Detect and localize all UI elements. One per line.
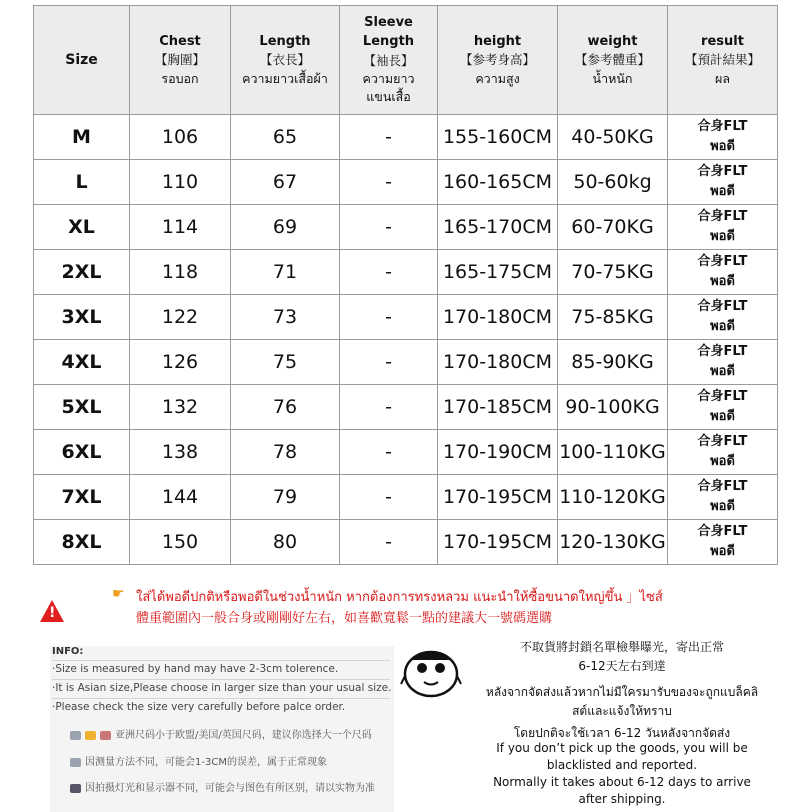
height-cell: 170-195CM [438,520,558,565]
result-line: พอดี [710,184,735,199]
fit-note-chinese: 體重範圍內一般合身或剛剛好左右，如喜歡寬鬆一點的建議大一號碼選購 [136,611,553,626]
weight-cell: 50-60kg [558,160,668,205]
length-cell: 67 [231,160,340,205]
table-row [34,160,778,205]
header-chest: Chest 【胸圍】 รอบอก [130,6,231,115]
result-cell [668,475,778,520]
height-cell: 155-160CM [438,115,558,160]
camera-icon [70,784,81,793]
result-line: 合身FLT [697,208,748,224]
shipping-note-en-2: blacklisted and reported. [546,758,698,772]
shipping-note-en-3: Normally it takes about 6-12 days to arrive [493,775,751,789]
table-row [34,295,778,340]
result-line: 合身FLT [697,523,748,539]
chest-cell: 118 [130,250,231,295]
chest-cell: 144 [130,475,231,520]
result-line: พอดี [710,499,735,514]
height-cell: 170-190CM [438,430,558,475]
info-line: ·Size is measured by hand may have 2-3cm tolerence. [52,660,390,679]
result-cell [668,520,778,565]
chest-cell: 150 [130,520,231,565]
result-line: พอดี [710,409,735,424]
length-cell: 75 [231,340,340,385]
size-cell: L [34,160,130,205]
table-header-row [34,6,778,115]
result-line: 合身FLT [697,478,748,494]
table-row [34,340,778,385]
result-cell [668,295,778,340]
shipping-note-thai-3: โดยปกติจะใช้เวลา 6-12 วันหลังจากจัดส่ง [513,726,731,740]
header-height: height 【参考身高】 ความสูง [438,6,558,115]
size-cell: 4XL [34,340,130,385]
chest-cell: 132 [130,385,231,430]
result-line: พอดี [710,229,735,244]
info-panel [50,646,394,812]
size-cell: M [34,115,130,160]
weight-cell: 90-100KG [558,385,668,430]
header-result: result 【預計結果】 ผล [668,6,778,115]
result-line: 合身FLT [697,118,748,134]
fit-note-thai: ใส่ได้พอดีปกติหรือพอดีในช่วงน้ำหนัก หากต้องการทรงหลวม แนะนำให้ซื้อขนาดใหญ่ขึ้น 」ไซส์ [136,590,663,605]
size-cell: 3XL [34,295,130,340]
size-table-body [34,115,778,565]
height-cell: 170-195CM [438,475,558,520]
size-cell: 2XL [34,250,130,295]
result-line: พอดี [710,139,735,154]
length-cell: 78 [231,430,340,475]
height-cell: 165-175CM [438,250,558,295]
length-cell: 71 [231,250,340,295]
size-cell: 6XL [34,430,130,475]
info-line: ·It is Asian size,Please choose in larger size than your usual size. [52,679,390,698]
pencil-icon [70,731,81,740]
size-cell: 7XL [34,475,130,520]
fit-note [40,586,780,628]
result-line: พอดี [710,544,735,559]
table-row [34,520,778,565]
shipping-note-thai-2: สต์และแจ้งให้ทราบ [572,704,672,718]
shipping-note-thai-1: หลังจากจัดส่งแล้วหากไม่มีใครมารับของจะถูกแบล็คลิ [485,685,759,699]
sleeve-cell: - [340,295,438,340]
table-row [34,115,778,160]
sleeve-cell: - [340,340,438,385]
length-cell: 73 [231,295,340,340]
pencil-icon [70,758,81,767]
chest-cell: 122 [130,295,231,340]
result-cell [668,250,778,295]
info-line: ·Please check the size very carefully before palce order. [52,698,390,717]
result-line: พอดี [710,454,735,469]
weight-cell: 100-110KG [558,430,668,475]
result-cell [668,115,778,160]
info-cn-line: 因测量方法不同，可能会1-3CM的误差，属于正常现象 [70,753,390,768]
weight-cell: 70-75KG [558,250,668,295]
chest-cell: 110 [130,160,231,205]
pointing-hand-icon: ☛ [112,586,125,602]
size-cell: XL [34,205,130,250]
info-title: INFO: [52,646,84,657]
table-row [34,205,778,250]
chest-cell: 138 [130,430,231,475]
result-line: 合身FLT [697,298,748,314]
height-cell: 160-165CM [438,160,558,205]
header-length: Length 【衣長】 ความยาวเสื้อผ้า [231,6,340,115]
table-row [34,250,778,295]
header-sleeve-length: Sleeve Length 【袖長】 ความยาว แขนเสื้อ [340,6,438,115]
chest-cell: 106 [130,115,231,160]
result-line: พอดี [710,364,735,379]
result-cell [668,385,778,430]
result-cell [668,430,778,475]
shipping-note-en-1: If you don’t pick up the goods, you will be [496,741,748,755]
cartoon-mascot-icon [400,640,462,702]
weight-cell: 60-70KG [558,205,668,250]
shipping-note-cn-2: 6-12天左右到達 [578,659,666,673]
height-cell: 165-170CM [438,205,558,250]
sleeve-cell: - [340,520,438,565]
info-cn-line: 亚洲尺码小于欧盟/美国/英国尺码，建议你选择大一个尺码 [70,726,390,741]
weight-cell: 75-85KG [558,295,668,340]
length-cell: 76 [231,385,340,430]
weight-cell: 110-120KG [558,475,668,520]
sleeve-cell: - [340,475,438,520]
sleeve-cell: - [340,250,438,295]
height-cell: 170-185CM [438,385,558,430]
weight-cell: 40-50KG [558,115,668,160]
shipping-note-cn-1: 不取貨將封鎖名單檢舉曝光，寄出正常 [519,640,724,654]
chest-cell: 114 [130,205,231,250]
result-line: พอดี [710,319,735,334]
shipping-note-en-4: after shipping. [578,792,666,806]
result-line: พอดี [710,274,735,289]
length-cell: 69 [231,205,340,250]
height-cell: 170-180CM [438,340,558,385]
sleeve-cell: - [340,160,438,205]
weight-cell: 85-90KG [558,340,668,385]
chest-cell: 126 [130,340,231,385]
weight-cell: 120-130KG [558,520,668,565]
flag-icon [100,731,111,740]
result-line: 合身FLT [697,253,748,269]
size-cell: 8XL [34,520,130,565]
sleeve-cell: - [340,205,438,250]
result-cell [668,205,778,250]
table-row [34,475,778,520]
result-line: 合身FLT [697,388,748,404]
length-cell: 79 [231,475,340,520]
sleeve-cell: - [340,385,438,430]
height-cell: 170-180CM [438,295,558,340]
length-cell: 80 [231,520,340,565]
result-cell [668,160,778,205]
header-weight: weight 【参考體重】 น้ำหนัก [558,6,668,115]
warning-icon [40,600,64,622]
length-cell: 65 [231,115,340,160]
table-row [34,385,778,430]
header-size: Size [34,6,130,115]
info-cn-line: 因拍摄灯光和显示器不同，可能会与图色有所区别，请以实物为准 [70,779,390,794]
result-line: 合身FLT [697,433,748,449]
result-line: 合身FLT [697,163,748,179]
pointing-hand-icon [85,731,96,740]
table-row [34,430,778,475]
size-cell: 5XL [34,385,130,430]
sleeve-cell: - [340,115,438,160]
result-cell [668,340,778,385]
size-chart-table [33,5,778,565]
result-line: 合身FLT [697,343,748,359]
sleeve-cell: - [340,430,438,475]
